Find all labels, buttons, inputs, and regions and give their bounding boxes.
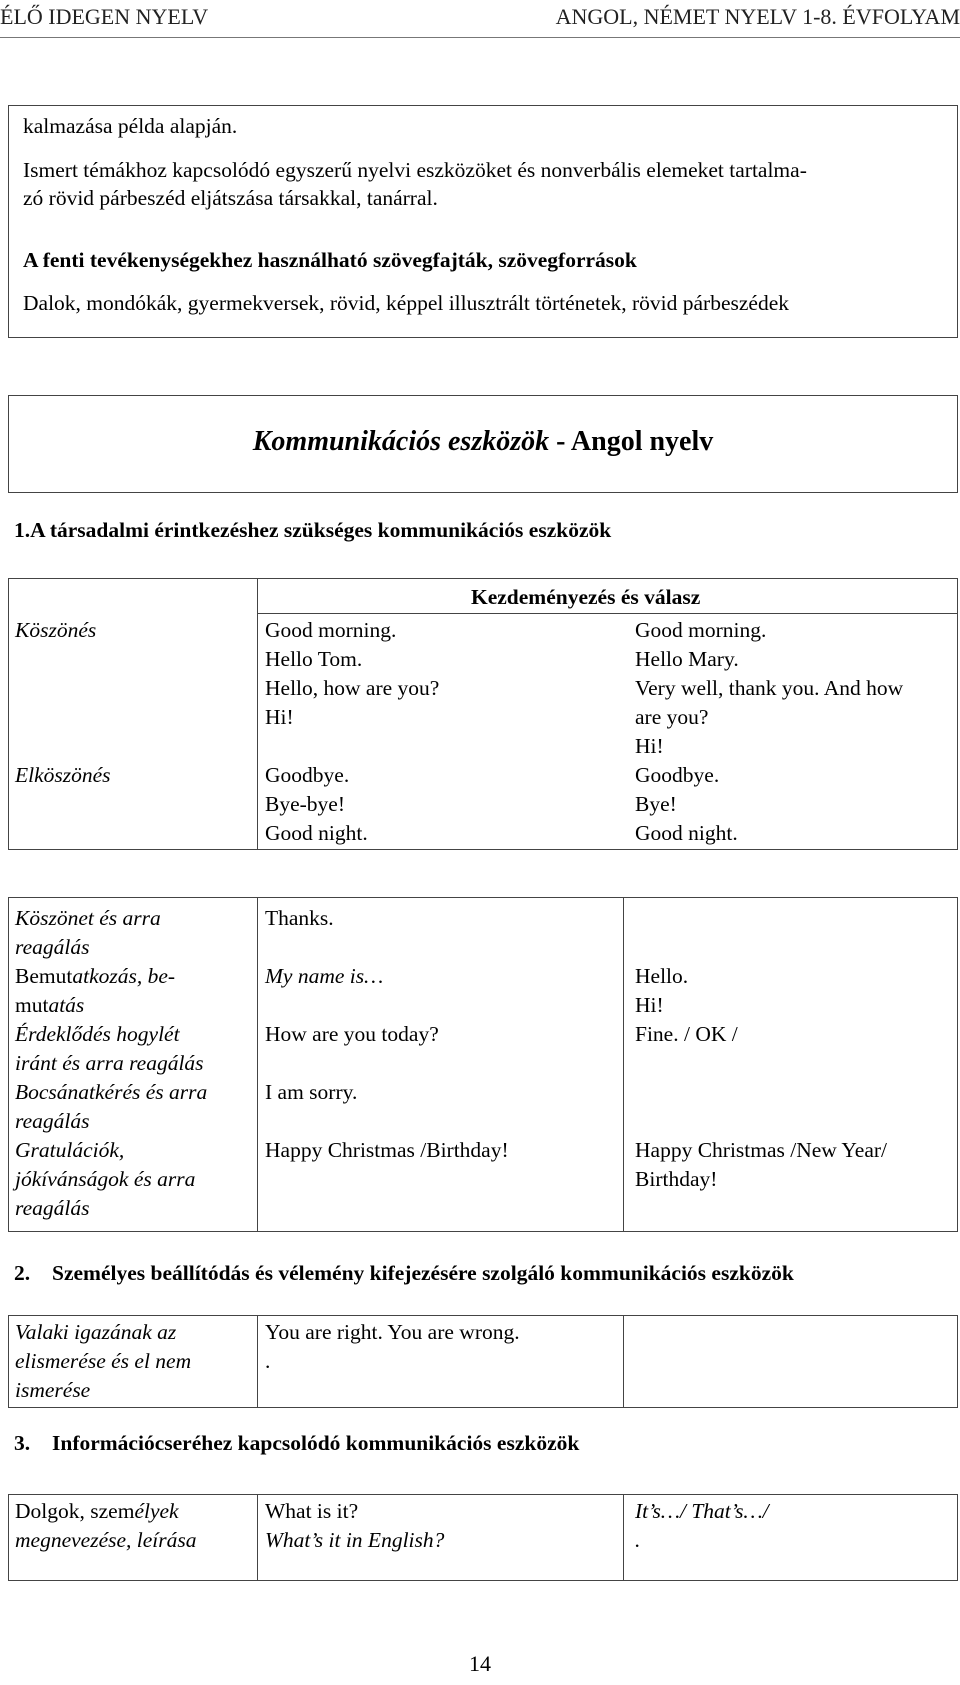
title-italic: Kommunikációs eszközök xyxy=(252,426,550,457)
intro-line-3: zó rövid párbeszéd eljátszása társakkal, tanárral. xyxy=(23,186,438,210)
row-resp-koszones: Good morning. Hello Mary. Very well, thank you. And how are you? Hi! xyxy=(635,618,904,758)
row-label-igaz: Valaki igazának az elismerése és el nem ismerése xyxy=(15,1320,192,1402)
row-resp-elkoszones: Goodbye. Bye! Good night. xyxy=(635,763,738,845)
intro-text: Dalok, mondókák, gyermekversek, rövid, képpel illusztrált történetek, rövid párbeszédek xyxy=(23,291,789,315)
greetings-table xyxy=(8,578,958,850)
row-resp-bemutatkozas: Hello. Hi! xyxy=(635,964,689,1017)
row-init-koszones: Good morning. Hello Tom. Hello, how are you? Hi! xyxy=(265,618,440,729)
row-init-igaz: You are right. You are wrong. . xyxy=(265,1320,520,1373)
intro-heading: A fenti tevékenységekhez használható szövegfajták, szövegforrások xyxy=(23,248,637,272)
row-init-koszonet: Thanks. xyxy=(265,906,334,930)
header-right: ANGOL, NÉMET NYELV 1-8. ÉVFOLYAM xyxy=(555,4,960,29)
row-label-dolgok: Dolgok, személyek megnevezése, leírása xyxy=(15,1499,197,1552)
row-init-elkoszones: Goodbye. Bye-bye! Good night. xyxy=(265,763,368,845)
intro-line-2: Ismert témákhoz kapcsolódó egyszerű nyelvi eszközöket és nonverbális elemeket tartalma- xyxy=(23,158,807,182)
information-table xyxy=(8,1494,958,1581)
section-3-heading: 3. Információcseréhez kapcsolódó kommunikációs eszközök xyxy=(14,1431,580,1455)
row-label-erdeklodes: Érdeklődés hogylét iránt és arra reagálás xyxy=(15,1022,204,1075)
row-init-bemutatkozas: My name is… xyxy=(265,964,384,988)
row-label-bemutatkozas: Bemutatkozás, be- mutatás xyxy=(15,964,176,1017)
row-label-koszonet: Köszönet és arra reagálás xyxy=(15,906,161,959)
title-rest: - Angol nyelv xyxy=(549,426,714,457)
table-header: Kezdeményezés és válasz xyxy=(471,585,701,609)
row-resp-erdeklodes: Fine. / OK / xyxy=(635,1022,738,1046)
row-label-gratulacio: Gratulációk, jókívánságok és arra reagálás xyxy=(15,1138,196,1220)
row-init-bocsanat: I am sorry. xyxy=(265,1080,358,1104)
intro-line-1: kalmazása példa alapján. xyxy=(23,114,238,138)
social-table xyxy=(8,897,958,1232)
row-label-bocsanat: Bocsánatkérés és arra reagálás xyxy=(15,1080,208,1133)
row-label-elkoszones: Elköszönés xyxy=(15,763,111,787)
row-resp-dolgok: It’s…/ That’s…/ . xyxy=(635,1499,769,1552)
page-number: 14 xyxy=(469,1651,491,1676)
row-init-gratulacio: Happy Christmas /Birthday! xyxy=(265,1138,509,1162)
row-init-dolgok: What is it? What’s it in English? xyxy=(265,1499,445,1552)
header-divider xyxy=(0,37,960,38)
section-2-heading: 2. Személyes beállítódás és vélemény kifejezésére szolgáló kommunikációs eszközök xyxy=(14,1261,794,1285)
page-title xyxy=(9,426,957,458)
row-label-koszones: Köszönés xyxy=(15,618,97,642)
row-init-erdeklodes: How are you today? xyxy=(265,1022,439,1046)
header-left: ÉLŐ IDEGEN NYELV xyxy=(0,4,209,29)
section-1-heading: 1.A társadalmi érintkezéshez szükséges kommunikációs eszközök xyxy=(14,518,612,542)
opinion-table xyxy=(8,1315,958,1408)
row-resp-gratulacio: Happy Christmas /New Year/ Birthday! xyxy=(635,1138,888,1191)
intro-box xyxy=(8,105,958,338)
title-box xyxy=(8,395,958,493)
